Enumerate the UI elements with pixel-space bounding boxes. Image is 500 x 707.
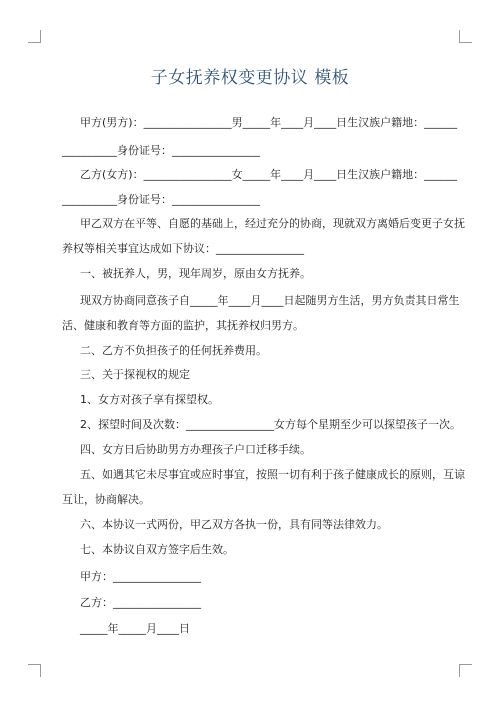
- clause-5-line-2: 互让，协商解决。: [62, 493, 150, 506]
- clause-6: 六、本协议一式两份，甲乙双方各执一份，具有同等法律效力。: [80, 518, 388, 531]
- intro-paragraph-line-2: 养权等相关事宜达成如下协议：________________: [62, 242, 304, 255]
- signature-party-b: 乙方：________________: [80, 596, 201, 609]
- signature-party-a: 甲方：________________: [80, 570, 201, 583]
- crop-mark-bottom-right: [459, 664, 472, 677]
- clause-3-item-2: 2、探望时间及次数：________________女方每个星期至少可以探望孩子一次。: [80, 418, 461, 431]
- crop-mark-top-left: [28, 30, 41, 43]
- crop-mark-top-right: [459, 30, 472, 43]
- intro-paragraph-line-1: 甲乙双方在平等、自愿的基础上，经过充分的协商，现就双方离婚后变更子女抚: [80, 217, 465, 230]
- clause-5-line-1: 五、如遇其它未尽事宜或应时事宜，按照一切有利于孩子健康成长的原则，互谅: [80, 468, 465, 481]
- custody-paragraph-line-1: 现双方协商同意孩子自_____年____月____日起随男方生活，男方负责其日常生: [80, 294, 460, 307]
- document-title: 子女抚养权变更协议 模板: [150, 68, 350, 88]
- clause-2: 二、乙方不负担孩子的任何抚养费用。: [80, 344, 267, 357]
- custody-paragraph-line-2: 活、健康和教育等方面的监护，其抚养权归男方。: [62, 319, 304, 332]
- party-a-line: 甲方(男方)：________________男_____年____月____日生汉族户籍地：______: [80, 116, 458, 129]
- crop-mark-bottom-left: [28, 664, 41, 677]
- clause-7: 七、本协议自双方签字后生效。: [80, 543, 234, 556]
- clause-4: 四、女方日后协助男方办理孩子户口迁移手续。: [80, 443, 311, 456]
- clause-3: 三、关于探视权的规定: [80, 368, 190, 381]
- party-b-id-line: __________身份证号：________________: [62, 193, 260, 206]
- clause-1: 一、被抚养人，男，现年周岁，原由女方抚养。: [80, 267, 311, 280]
- party-a-id-line: __________身份证号：________________: [62, 144, 260, 157]
- signature-date: _____年_____月____日: [80, 622, 190, 635]
- clause-3-item-1: 1、女方对孩子享有探望权。: [80, 393, 219, 406]
- party-b-line: 乙方(女方)：________________女_____年____月____日生汉族户籍地：______: [80, 168, 458, 181]
